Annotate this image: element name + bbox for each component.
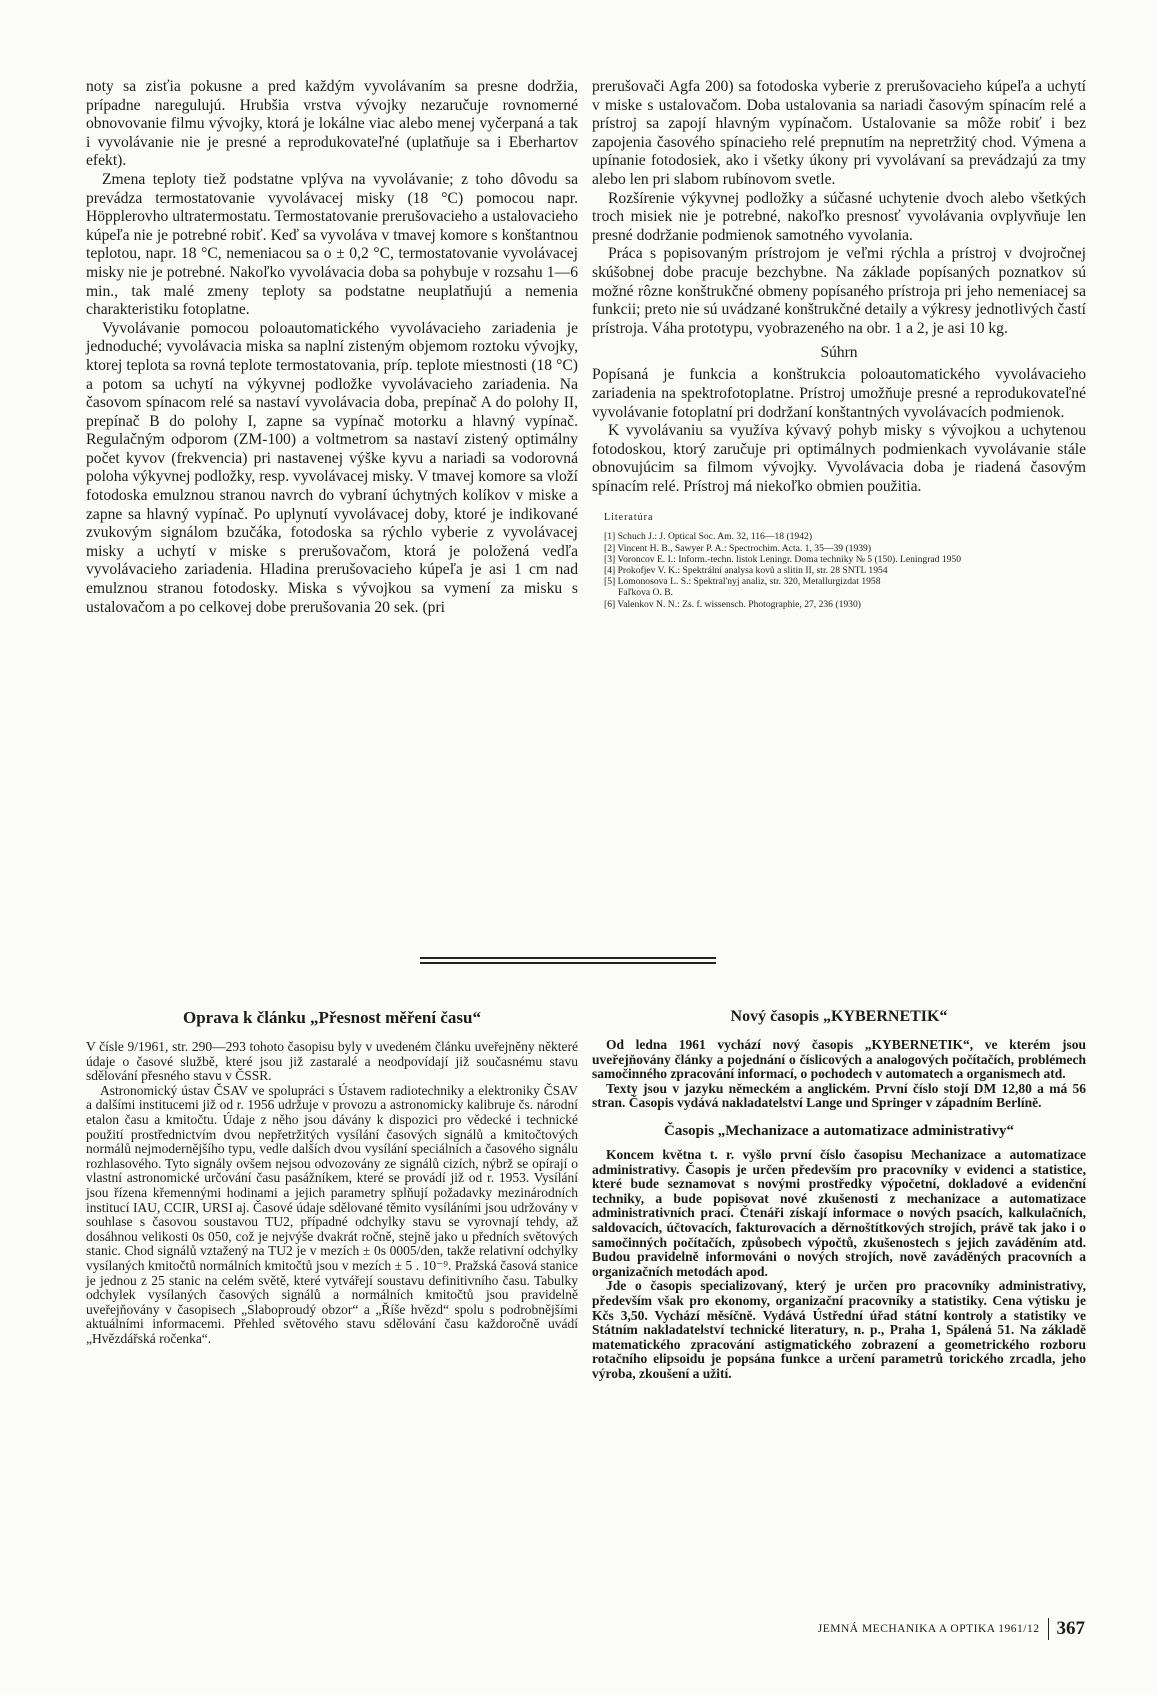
paragraph: Rozšírenie výkyvnej podložky a súčasné uchytenie dvoch alebo všetkých troch misiek nie je potrebné, nakoľko presnosť vyvolávania ovplyvňuje len presné dodržanie podmienok samotného vyvolania. [592, 189, 1086, 244]
reference-item: [1] Schuch J.: J. Optical Soc. Am. 32, 116—18 (1942) [604, 531, 813, 543]
paragraph: Astronomický ústav ČSAV ve spolupráci s Ústavem radiotechniky a elektroniky ČSAV a dalšími institucemi již od r. 1956 udržuje v provozu a astronomicky kalibruje čs. národní etalon času a kmitočtu. Údaje z něho jsou dávány k dispozici pro vědecké i technické použití prostřednictvím dvou nepřetržitých vysílání časových signálů a kmitočtových normálů nejmodernějšího typu, vedle dalších dvou vysílání speciálních a časového signálu rozhlasového. Tyto signály ovšem nejsou odvozovány ze signálů cizích, nýbrž se opírají o vlastní astronomické určování času pasážníkem, které se provádí již od r. 1953. Vysílání jsou řízena křemennými hodinami a jejich parametry splňují požadavky mezinárodních institucí IAU, CCIR, URSI aj. Časové údaje sdělované těmito vysíláními jsou udržovány v souhlase s časovou soustavou TU2, případné odchylky stavu se vyrovnají tehdy, až dosáhnou velikosti 0s 050, což je nejvýše dvakrát ročně, stejně jako u předních světových stanic. Chod signálů vztažený na TU2 je v mezích ± 0s 0005/den, takže relativní odchylky vysílaných kmitočtů normálních kmitočtů jsou v mezích ± 5 . 10⁻⁹. Pražská časová stanice je jednou z 25 stanic na celém světě, které vytvářejí soustavu definitivního času. Tabulky odchylek vysílaných časových signálů a normálních kmitočtů jsou pravidelně uveřejňovány v časopisech „Slaboproudý obzor“ a „Říše hvězd“ spolu s podrobnějšími aktuálními informacemi. Přehled světového stavu sdělování času každoročně uvádí „Hvězdářská ročenka“. [86, 1082, 578, 1346]
paragraph: prerušovači Agfa 200) sa fotodoska vyberie z prerušovacieho kúpeľa a uchytí v miske s ustalovačom. Doba ustalovania sa nariadi časovým spínacím relé a prístroj sa zapojí hlavným vypínačom. Ustalovanie sa môže robiť i bez zapojenia časového spínacieho relé prepnutím na nepretržitý chod. Výmena a upínanie fotodosiek, ako i všetky úkony pri vyvolávaní sa prevádzajú za tmy alebo len pri slabom rubínovom svetle. [592, 78, 1086, 188]
paragraph: Jde o časopis specializovaný, který je určen pro pracovníky administrativy, především však pro ekonomy, organizační pracovníky a statistiky. Cena výtisku je Kčs 3,50. Vychází měsíčně. Vydává Ústřední úřad státní kontroly a statistiky ve Státním nakladatelství technické literatury, n. p., Praha 1, Spálená 51. Na základě matematického zpracování astigmatického zobrazení a geometrického rozboru rotačního elipsoidu je popsána funkce a určení parametrů torického zrcadla, jeho výroba, zkoušení a užití. [592, 1278, 1086, 1381]
article-title: Časopis „Mechanizace a automatizace administrativy“ [664, 1122, 1014, 1139]
section-divider [420, 957, 716, 959]
paragraph: K vyvolávaniu sa využíva kývavý pohyb misky s vývojkou a uchytenou fotodoskou, ktorý zaručuje pri optimálnych podmienkach vyvolávanie stále obnovujúcim sa filmom vývojky. Vyvolávacia doba je riadená časovým spínacím relé. Prístroj má niekoľko obmien použitia. [592, 422, 1086, 495]
reference-item: Faľkova O. B. [618, 587, 674, 599]
reference-item: [2] Vincent H. B., Sawyer P. A.: Spectrochim. Acta. 1, 35—39 (1939) [604, 542, 872, 554]
upper-left-column [86, 78, 578, 617]
reference-item: [3] Voroncov E. I.: Inform.-techn. listok Leningr. Doma techniky № 5 (150). Leningrad 1950 [604, 553, 962, 565]
reference-item: [5] Lomonosova L. S.: Spektral'nyj analiz, str. 320, Metallurgizdat 1958 [604, 576, 881, 588]
paragraph: Texty jsou v jazyku německém a anglickém. První číslo stojí DM 12,80 a má 56 stran. Časopis vydává nakladatelství Lange und Springer v západním Berlíně. [592, 1080, 1086, 1111]
footer-separator [1048, 1618, 1049, 1640]
reference-list [604, 531, 1086, 609]
article-title: Nový časopis „KYBERNETIK“ [730, 1008, 948, 1025]
section-divider [420, 962, 716, 964]
reference-item: [4] Prokofjev V. K.: Spektrální analysa kovů a slitin II, str. 28 SNTL 1954 [604, 565, 888, 577]
literature-heading: Literatúra [604, 512, 654, 524]
lower-left-column [86, 1008, 578, 1346]
paragraph: noty sa zisťia pokusne a pred každým vyvolávaním sa presne dodržia, prípadne nareguluјú. Hrubšia vrstva vývojky nezaručuje rovnomerné obnovovanie filmu vývojky, ktorá je lokálne viac alebo menej vyčerpaná a tak i vyvolávanie nie je presné a reprodukovateľné (uplatňuje sa i Eberhartov efekt). [86, 78, 578, 170]
summary-heading: Súhrn [820, 344, 858, 362]
upper-right-column [592, 78, 1086, 610]
paragraph: Popísaná je funkcia a konštrukcia poloautomatického vyvolávacieho zariadenia na spektrofotoplatne. Prístroj umožňuje presné a reprodukovateľné vyvolávanie fotoplatní pri dodržaní konštantných vyvolávacích podmienok. [592, 366, 1086, 421]
article-title: Oprava k článku „Přesnost měření času“ [183, 1008, 481, 1027]
page-footer [818, 1618, 1085, 1640]
journal-name: JEMNÁ MECHANIKA A OPTIKA 1961/12 [817, 1623, 1040, 1635]
paragraph: Zmena teploty tiež podstatne vplýva na vyvolávanie; z toho dôvodu sa prevádza termostatovanie vyvolávacej misky (18 °C) pomocou napr. Höpplerovho ultratermostatu. Termostatovanie prerušovacieho a ustalovacieho kúpeľa nie je potrebné robiť. Keď sa vyvoláva v tmavej komore s konštantnou teplotou, napr. 18 °C, nemeniacou sa o ± 0,2 °C, termostatovanie vyvolávacej misky nie je potrebné. Nakoľko vyvolávacia doba sa pohybuje v rozsahu 1—6 min., tak malé zmeny teploty sa podstatne neuplatňujú a nemenia charakteristiku fotoplatne. [86, 170, 578, 319]
reference-item: [6] Valenkov N. N.: Zs. f. wissensch. Photographie, 27, 236 (1930) [604, 598, 861, 610]
page-number: 367 [1056, 1618, 1085, 1639]
paragraph: Práca s popisovaným prístrojom je veľmi rýchla a prístroj v dvojročnej skúšobnej dobe pracuje bezchybne. Na základe popísaných poznatkov sú možné rôzne konštrukčné obmeny popísaného prístroja pri jeho nemeniacej sa funkcii; preto nie sú uvádzané konštrukčné detaily a výkresy jednotlivých častí prístroja. Váha prototypu, vyobrazeného na obr. 1 a 2, je asi 10 kg. [592, 245, 1086, 337]
paragraph: Od ledna 1961 vychází nový časopis „KYBERNETIK“, ve kterém jsou uveřejňovány články a pojednání o číslicových a analogových počítačích, problémech samočinného zpracování informací, o pochodech v automatech a organismech atd. [592, 1037, 1086, 1082]
paragraph: V čísle 9/1961, str. 290—293 tohoto časopisu byly v uvedeném článku uveřejněny některé údaje o časové službě, které jsou již zastaralé a neodpovídají již současnému stavu sdělování přesného stavu v ČSSR. [86, 1039, 578, 1084]
paragraph: Koncem května t. r. vyšlo první číslo časopisu Mechanizace a automatizace administrativy. Časopis je určen především pro pracovníky v evidenci a statistice, které bude seznamovat s novými prostředky výpočetní, dokladové a evidenční techniky, a bude popisovat nové zkušenosti z mechanizace a automatizace administrativních prací. Čtenáři získají informace o nových psacích, kalkulačních, saldovacích, účtovacích, fakturovacích a děrnoštítkových strojích, právě tak jako i o samočinných počítačích, způsobech výpočtů, zkušenostech s jejich zaváděním atd. Budou pravidelně informováni o nových strojích, nově zaváděných pracovních a organizačních metodách apod. [592, 1146, 1086, 1279]
paragraph: Vyvolávanie pomocou poloautomatického vyvolávacieho zariadenia je jednoduché; vyvolávacia miska sa naplní zisteným objemom roztoku vývojky, ktorej teplota sa rovná teplote termostatovania, príp. teplote miestnosti (18 °C) a potom sa uchytí na výkyvnej podložke vyvolávacieho zariadenia. Na časovom spínacom relé sa nastaví vyvolávacia doba, prepínač A do polohy II, prepínač B do polohy I, zapne sa vypínač motorku a hlavný vypínač. Regulačným odporom (ZM-100) a voltmetrom sa nastaví zistený optimálny počet kyvov (frekvencia) pri nastavenej výške kyvu a nariadi sa vodorovná poloha výkyvnej podložky, resp. vyvolávacej misky. V tmavej komore sa vloží fotodoska emulznou stranou navrch do vybraní úchytných kolíkov v miske a zapne sa hlavný vypínač. Po uplynutí vyvolávacej doby, ktoré je indikované zvukovým signálom bzučáka, fotodoska sa rýchlo vyberie z vyvolávacej misky a uchytí v miske s prerušovačom, ktorá je položená vedľa vyvolávacieho zariadenia. Hladina prerušovacieho kúpeľa je asi 1 cm nad emulznou stranou fotodosky. Miska s vývojkou sa vymení za misku s ustalovačom a po celkovej dobe prerušovania 20 sek. (pri [86, 319, 578, 616]
lower-right-column [592, 1008, 1086, 1381]
